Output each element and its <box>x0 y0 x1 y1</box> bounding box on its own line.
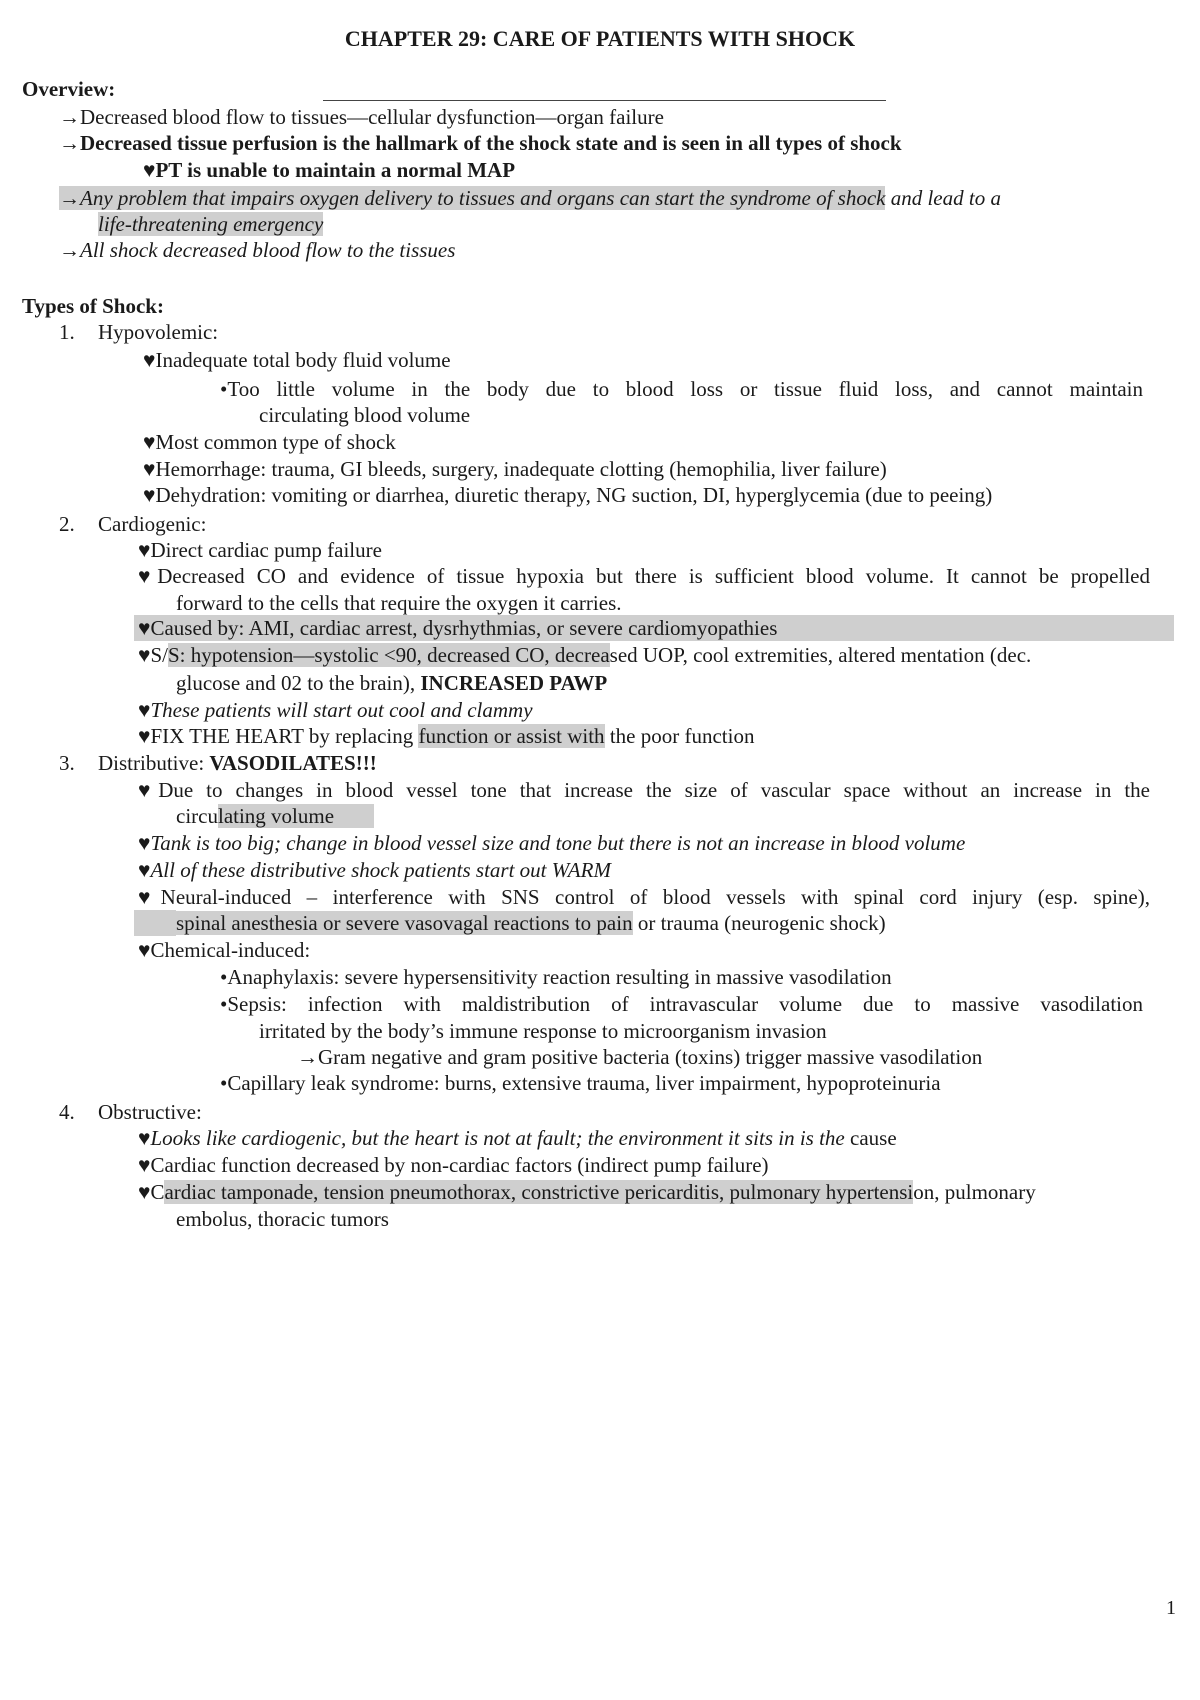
obst-bullet-1-italic: ♥Looks like cardiogenic, but the heart is not at fault; the environment it sits in is the <box>138 1126 845 1150</box>
cardio-bullet-4 <box>138 642 1031 668</box>
cardio-bullet-6-post: the poor function <box>604 724 755 748</box>
obst-bullet-3-post: on, pulmonary <box>913 1180 1036 1204</box>
cardio-bullet-4-pre: ♥S/ <box>138 643 168 667</box>
cardio-bullet-6-pre: ♥FIX THE HEART by replacing <box>138 724 419 748</box>
obst-bullet-2: ♥Cardiac function decreased by non-cardiac factors (indirect pump failure) <box>138 1153 769 1177</box>
type-1-number: 1. <box>59 320 75 344</box>
dist-bullet-1: ♥Due to changes in blood vessel tone that increase the size of vascular space without an increase in the <box>138 778 1150 802</box>
hypo-bullet-4: ♥Dehydration: vomiting or diarrhea, diuretic therapy, NG suction, DI, hyperglycemia (due to peeing) <box>143 483 993 507</box>
overview-line-1: →Decreased blood flow to tissues—cellular dysfunction—organ failure <box>59 105 664 129</box>
dist-sub-sub-bullet-gram: →Gram negative and gram positive bacteria (toxins) trigger massive vasodilation <box>297 1045 983 1069</box>
cardio-bullet-1: ♥Direct cardiac pump failure <box>138 538 382 562</box>
dist-bullet-1-cont <box>176 803 374 829</box>
dist-bullet-4-cont <box>176 910 886 936</box>
type-3-number: 3. <box>59 751 75 775</box>
dist-bullet-4-cont-highlight: spinal anesthesia or severe vasovagal reactions to pain <box>176 911 633 935</box>
cardio-bullet-2: ♥Decreased CO and evidence of tissue hypoxia but there is sufficient blood volume. It cannot be propelled <box>138 564 1150 588</box>
type-2-number: 2. <box>59 512 75 536</box>
cardio-bullet-5: ♥These patients will start out cool and clammy <box>138 698 533 722</box>
obst-bullet-3-highlight: ardiac tamponade, tension pneumothorax, constrictive pericarditis, pulmonary hypertensi <box>164 1180 914 1204</box>
types-heading: Types of Shock: <box>22 294 164 318</box>
page-number: 1 <box>1166 1597 1176 1619</box>
hypo-sub-bullet-1-cont: circulating blood volume <box>259 403 471 427</box>
type-1-label: Hypovolemic: <box>98 320 219 344</box>
cardio-bullet-6 <box>138 723 754 749</box>
obst-bullet-1 <box>138 1125 897 1151</box>
cardio-bullet-4-cont <box>176 670 607 696</box>
dist-bullet-2: ♥Tank is too big; change in blood vessel size and tone but there is not an increase in blood volume <box>138 831 966 855</box>
cardio-bullet-2-cont: forward to the cells that require the oxygen it carries. <box>176 591 622 615</box>
dist-sub-bullet-capillary: •Capillary leak syndrome: burns, extensive trauma, liver impairment, hypoproteinuria <box>220 1071 941 1095</box>
overview-line-5 <box>98 211 323 237</box>
cardio-bullet-4-highlight: S: hypotension—systolic <90, decreased CO, decrea <box>167 643 610 667</box>
overview-heading: Overview: <box>22 77 116 101</box>
page-title: CHAPTER 29: CARE OF PATIENTS WITH SHOCK <box>344 26 856 51</box>
hypo-bullet-1: ♥Inadequate total body fluid volume <box>143 348 451 372</box>
overview-line-5-highlight: life-threatening emergency <box>98 212 324 236</box>
type-4-number: 4. <box>59 1100 75 1124</box>
cardio-bullet-3: ♥Caused by: AMI, cardiac arrest, dysrhythmias, or severe cardiomyopathies <box>138 616 778 640</box>
overview-line-4-rest: and lead to a <box>885 186 1001 210</box>
overview-line-2: →Decreased tissue perfusion is the hallmark of the shock state and is seen in all types of shock <box>59 131 902 155</box>
obst-bullet-3 <box>138 1179 1036 1205</box>
overview-line-4 <box>59 185 1001 211</box>
dist-bullet-3: ♥All of these distributive shock patients start out WARM <box>138 858 611 882</box>
cardio-bullet-4-bold: INCREASED PAWP <box>420 671 608 695</box>
obst-bullet-1-post: cause <box>844 1126 897 1150</box>
hypo-sub-bullet-1: •Too little volume in the body due to blood loss or tissue fluid loss, and cannot maintain <box>220 377 1143 401</box>
overview-line-6: →All shock decreased blood flow to the tissues <box>59 238 456 262</box>
type-3-label-text: Distributive: <box>98 751 210 775</box>
type-4-label: Obstructive: <box>98 1100 202 1124</box>
cardio-bullet-6-highlight: function or assist with <box>418 724 605 748</box>
dist-bullet-1-cont-highlight: lating volume <box>218 804 374 828</box>
obst-bullet-3-cont: embolus, thoracic tumors <box>176 1207 389 1231</box>
type-3-label-bold: VASODILATES!!! <box>209 751 377 775</box>
dist-bullet-5: ♥Chemical-induced: <box>138 938 311 962</box>
dist-bullet-4-highlight-lead <box>134 910 176 936</box>
obst-bullet-3-pre: ♥C <box>138 1180 165 1204</box>
dist-sub-bullet-anaphylaxis: •Anaphylaxis: severe hypersensitivity reaction resulting in massive vasodilation <box>220 965 892 989</box>
cardio-bullet-4-cont-text: glucose and 02 to the brain), <box>176 671 421 695</box>
cardio-bullet-4-post: sed UOP, cool extremities, altered mentation (dec. <box>609 643 1032 667</box>
overview-line-4-highlight: →Any problem that impairs oxygen delivery to tissues and organs can start the syndrome of shock <box>59 186 886 210</box>
dist-sub-bullet-sepsis-cont: irritated by the body’s immune response to microorganism invasion <box>259 1019 827 1043</box>
dist-sub-bullet-sepsis: •Sepsis: infection with maldistribution of intravascular volume due to massive vasodilation <box>220 992 1143 1016</box>
hypo-bullet-2: ♥Most common type of shock <box>143 430 396 454</box>
overview-rule <box>323 100 886 101</box>
dist-bullet-4: ♥Neural-induced – interference with SNS control of blood vessels with spinal cord injury (esp. spine), <box>138 885 1150 909</box>
type-2-label: Cardiogenic: <box>98 512 207 536</box>
overview-line-3: ♥PT is unable to maintain a normal MAP <box>143 158 516 182</box>
dist-bullet-1-cont-pre: circu <box>176 804 218 828</box>
type-3-label <box>98 750 377 776</box>
hypo-bullet-3: ♥Hemorrhage: trauma, GI bleeds, surgery, inadequate clotting (hemophilia, liver failure) <box>143 457 887 481</box>
dist-bullet-4-cont-post: or trauma (neurogenic shock) <box>632 911 886 935</box>
